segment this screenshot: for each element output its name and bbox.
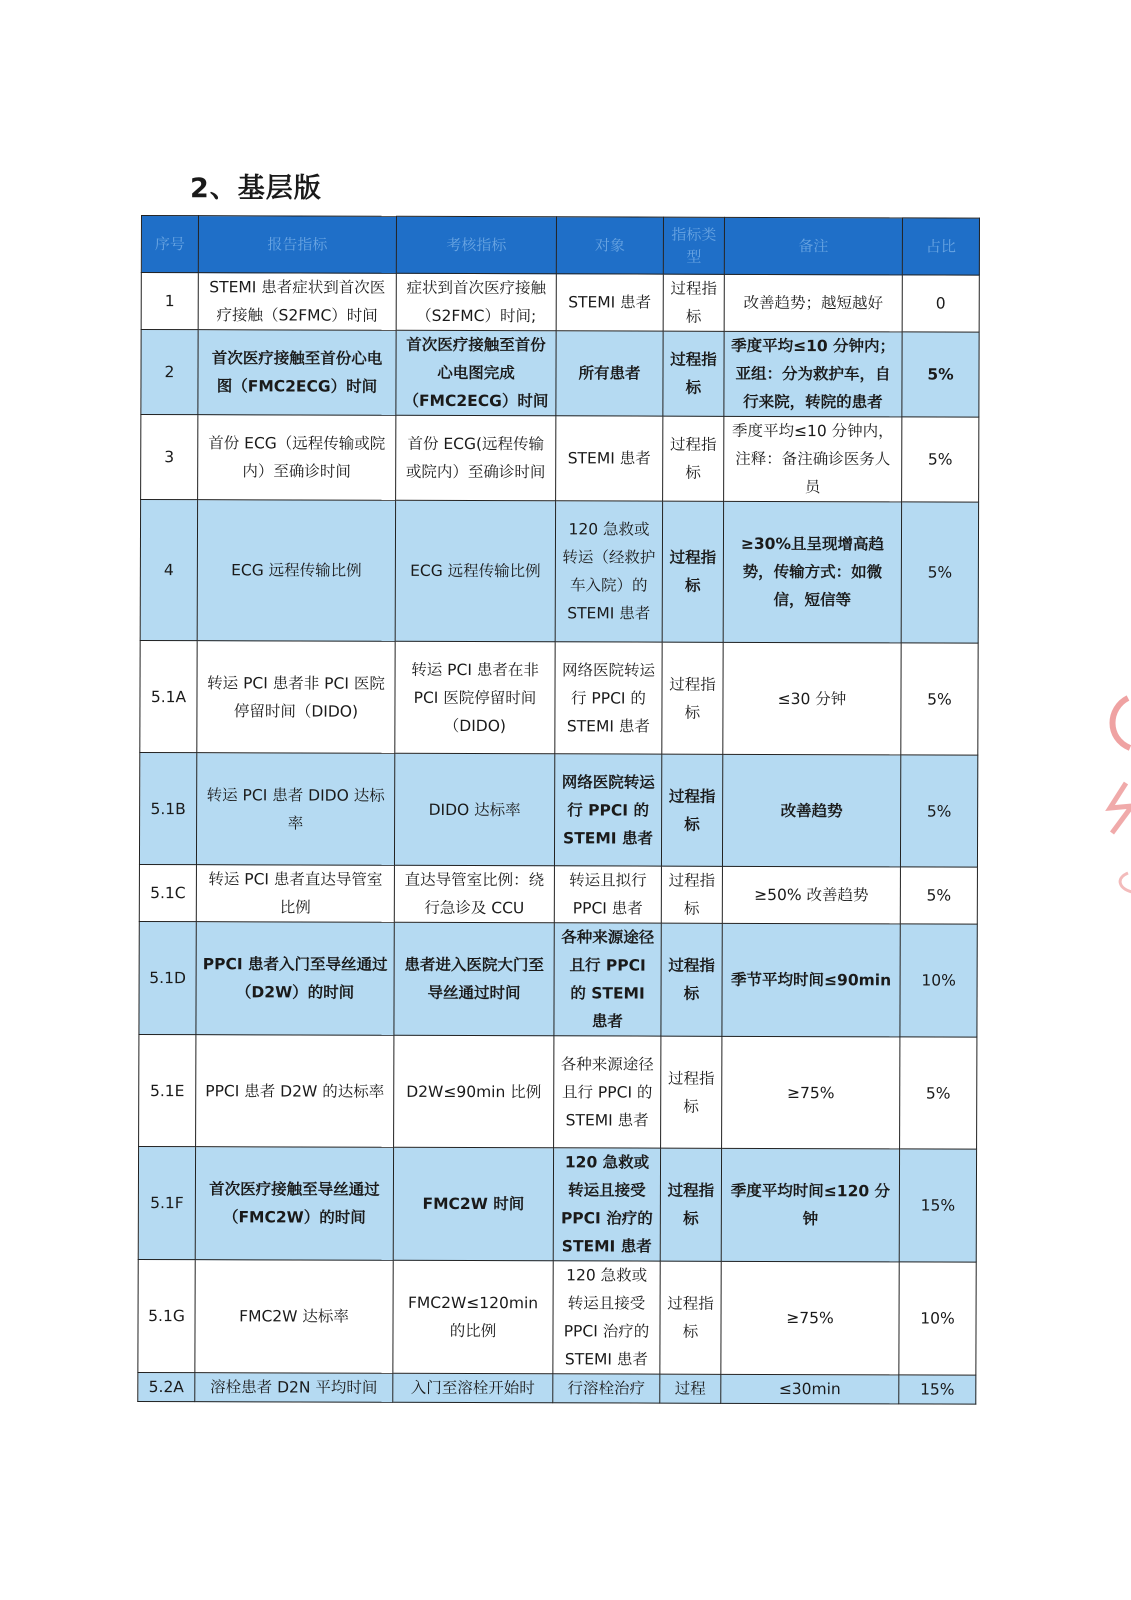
header-note: 备注	[724, 217, 902, 275]
cell-no: 5.1D	[139, 921, 196, 1034]
cell-no: 5.2A	[138, 1372, 195, 1401]
cell-ratio: 10%	[899, 1262, 976, 1375]
cell-target: 行溶栓治疗	[553, 1374, 660, 1403]
cell-note: 季节平均时间≤90min	[722, 923, 900, 1037]
cell-report: PPCI 患者入门至导丝通过（D2W）的时间	[196, 922, 394, 1036]
cell-report: 转运 PCI 患者直达导管室比例	[196, 865, 394, 923]
cell-target: 120 急救或转运且接受 PPCI 治疗的 STEMI 患者	[553, 1261, 660, 1374]
cell-no: 2	[141, 330, 198, 415]
cell-report: ECG 远程传输比例	[197, 500, 395, 642]
cell-note: 改善趋势	[722, 754, 900, 867]
table-row	[141, 330, 979, 418]
cell-assess: D2W≤90min 比例	[394, 1035, 554, 1148]
cell-type: 过程指标	[663, 331, 724, 416]
cell-ratio: 5%	[900, 755, 977, 867]
cell-note: ≥50% 改善趋势	[722, 866, 900, 924]
cell-note: ≥75%	[722, 1036, 900, 1149]
stamp-fragment	[1098, 688, 1131, 898]
cell-no: 5.1A	[140, 640, 197, 752]
cell-ratio: 10%	[900, 924, 977, 1037]
cell-report: 溶栓患者 D2N 平均时间	[195, 1373, 393, 1403]
cell-no: 5.1B	[139, 752, 196, 864]
cell-type: 过程指标	[662, 501, 723, 642]
cell-assess: 首份 ECG(远程传输或院内）至确诊时间	[396, 415, 556, 501]
table-row	[139, 752, 977, 867]
table-row	[141, 273, 979, 333]
cell-assess: 转运 PCI 患者在非 PCI 医院停留时间（DIDO)	[395, 641, 555, 754]
header-no: 序号	[141, 216, 198, 273]
header-assessment-indicator: 考核指标	[396, 216, 556, 274]
cell-target: 120 急救或转运（经救护车入院）的 STEMI 患者	[555, 501, 662, 642]
cell-report: STEMI 患者症状到首次医疗接触（S2FMC）时间	[198, 273, 396, 331]
table-row	[140, 640, 978, 755]
cell-note: 季度平均时间≤120 分钟	[721, 1148, 899, 1262]
cell-no: 5.1F	[138, 1146, 195, 1259]
cell-type: 过程	[660, 1374, 721, 1403]
cell-ratio: 5%	[901, 643, 978, 755]
cell-assess: 症状到首次医疗接触（S2FMC）时间;	[396, 273, 556, 331]
table-header-row	[141, 216, 979, 276]
header-target: 对象	[556, 217, 663, 274]
cell-note: 季度平均≤10 分钟内；亚组：分为救护车，自行来院，转院的患者	[724, 331, 902, 417]
table-row	[139, 1034, 977, 1149]
cell-target: 各种来源途径且行 PPCI 的 STEMI 患者	[554, 1036, 661, 1148]
cell-assess: 直达导管室比例：绕行急诊及 CCU	[394, 865, 554, 923]
table-row	[139, 864, 977, 924]
table-row	[138, 1146, 976, 1262]
cell-note: 季度平均≤10 分钟内，注释：备注确诊医务人员	[724, 416, 902, 502]
cell-report: PPCI 患者 D2W 的达标率	[196, 1035, 394, 1148]
cell-assess: FMC2W≤120min 的比例	[393, 1260, 553, 1374]
header-report-indicator: 报告指标	[198, 216, 396, 274]
header-indicator-type: 指标类型	[663, 217, 724, 274]
header-ratio: 占比	[902, 218, 979, 275]
cell-type: 过程指标	[661, 1036, 722, 1148]
cell-ratio: 15%	[899, 1149, 976, 1262]
cell-ratio: 15%	[899, 1375, 976, 1404]
cell-target: 120 急救或转运且接受 PPCI 治疗的 STEMI 患者	[553, 1148, 660, 1261]
indicator-table	[137, 215, 980, 1405]
cell-note: ≤30min	[721, 1374, 899, 1404]
cell-target: 网络医院转运行 PPCI 的 STEMI 患者	[555, 642, 662, 754]
cell-target: 各种来源途径且行 PPCI 的 STEMI 患者	[554, 923, 661, 1036]
page-title: 2、基层版	[190, 173, 322, 204]
cell-assess: 首次医疗接触至首份心电图完成（FMC2ECG）时间	[396, 330, 556, 416]
cell-no: 5.1E	[139, 1034, 196, 1146]
cell-report: 转运 PCI 患者非 PCI 医院停留时间（DIDO)	[197, 641, 395, 754]
cell-note: ≥75%	[721, 1261, 899, 1375]
cell-target: STEMI 患者	[556, 274, 663, 331]
cell-target: 网络医院转运行 PPCI 的 STEMI 患者	[554, 754, 661, 866]
cell-note: ≥30%且呈现增高趋势，传输方式：如微信，短信等	[723, 501, 901, 643]
table-row	[141, 415, 979, 503]
table-row	[139, 921, 977, 1037]
cell-ratio: 0	[902, 275, 979, 332]
cell-assess: FMC2W 时间	[393, 1147, 553, 1261]
cell-no: 3	[141, 415, 198, 500]
cell-type: 过程指标	[660, 1261, 721, 1374]
cell-ratio: 5%	[902, 332, 979, 417]
cell-assess: 入门至溶栓开始时	[393, 1373, 553, 1403]
cell-ratio: 5%	[902, 417, 979, 502]
cell-ratio: 5%	[901, 502, 978, 643]
cell-report: 转运 PCI 患者 DIDO 达标率	[196, 753, 394, 866]
table-row	[138, 1372, 976, 1404]
cell-note: 改善趋势；越短越好	[724, 274, 902, 332]
cell-report: 首次医疗接触至首份心电图（FMC2ECG）时间	[198, 330, 396, 416]
cell-type: 过程指标	[663, 416, 724, 501]
cell-note: ≤30 分钟	[723, 642, 901, 755]
cell-no: 5.1C	[139, 864, 196, 921]
cell-ratio: 5%	[900, 867, 977, 924]
cell-no: 1	[141, 273, 198, 330]
cell-target: STEMI 患者	[556, 416, 663, 501]
cell-assess: DIDO 达标率	[394, 753, 554, 866]
cell-assess: ECG 远程传输比例	[395, 500, 555, 642]
cell-type: 过程指标	[663, 274, 724, 331]
cell-type: 过程指标	[662, 642, 723, 754]
cell-assess: 患者进入医院大门至导丝通过时间	[394, 922, 554, 1036]
cell-ratio: 5%	[900, 1037, 977, 1149]
cell-no: 5.1G	[138, 1259, 195, 1372]
cell-target: 所有患者	[556, 331, 663, 416]
cell-report: 首份 ECG（远程传输或院内）至确诊时间	[198, 415, 396, 501]
table-row	[140, 500, 978, 644]
cell-target: 转运且拟行 PPCI 患者	[554, 866, 661, 923]
cell-type: 过程指标	[661, 923, 722, 1036]
cell-type: 过程指标	[661, 866, 722, 923]
table-row	[138, 1259, 976, 1375]
cell-report: FMC2W 达标率	[195, 1260, 393, 1374]
cell-type: 过程指标	[661, 754, 722, 866]
cell-no: 4	[140, 500, 197, 641]
cell-type: 过程指标	[660, 1148, 721, 1261]
cell-report: 首次医疗接触至导丝通过（FMC2W）的时间	[195, 1147, 393, 1261]
